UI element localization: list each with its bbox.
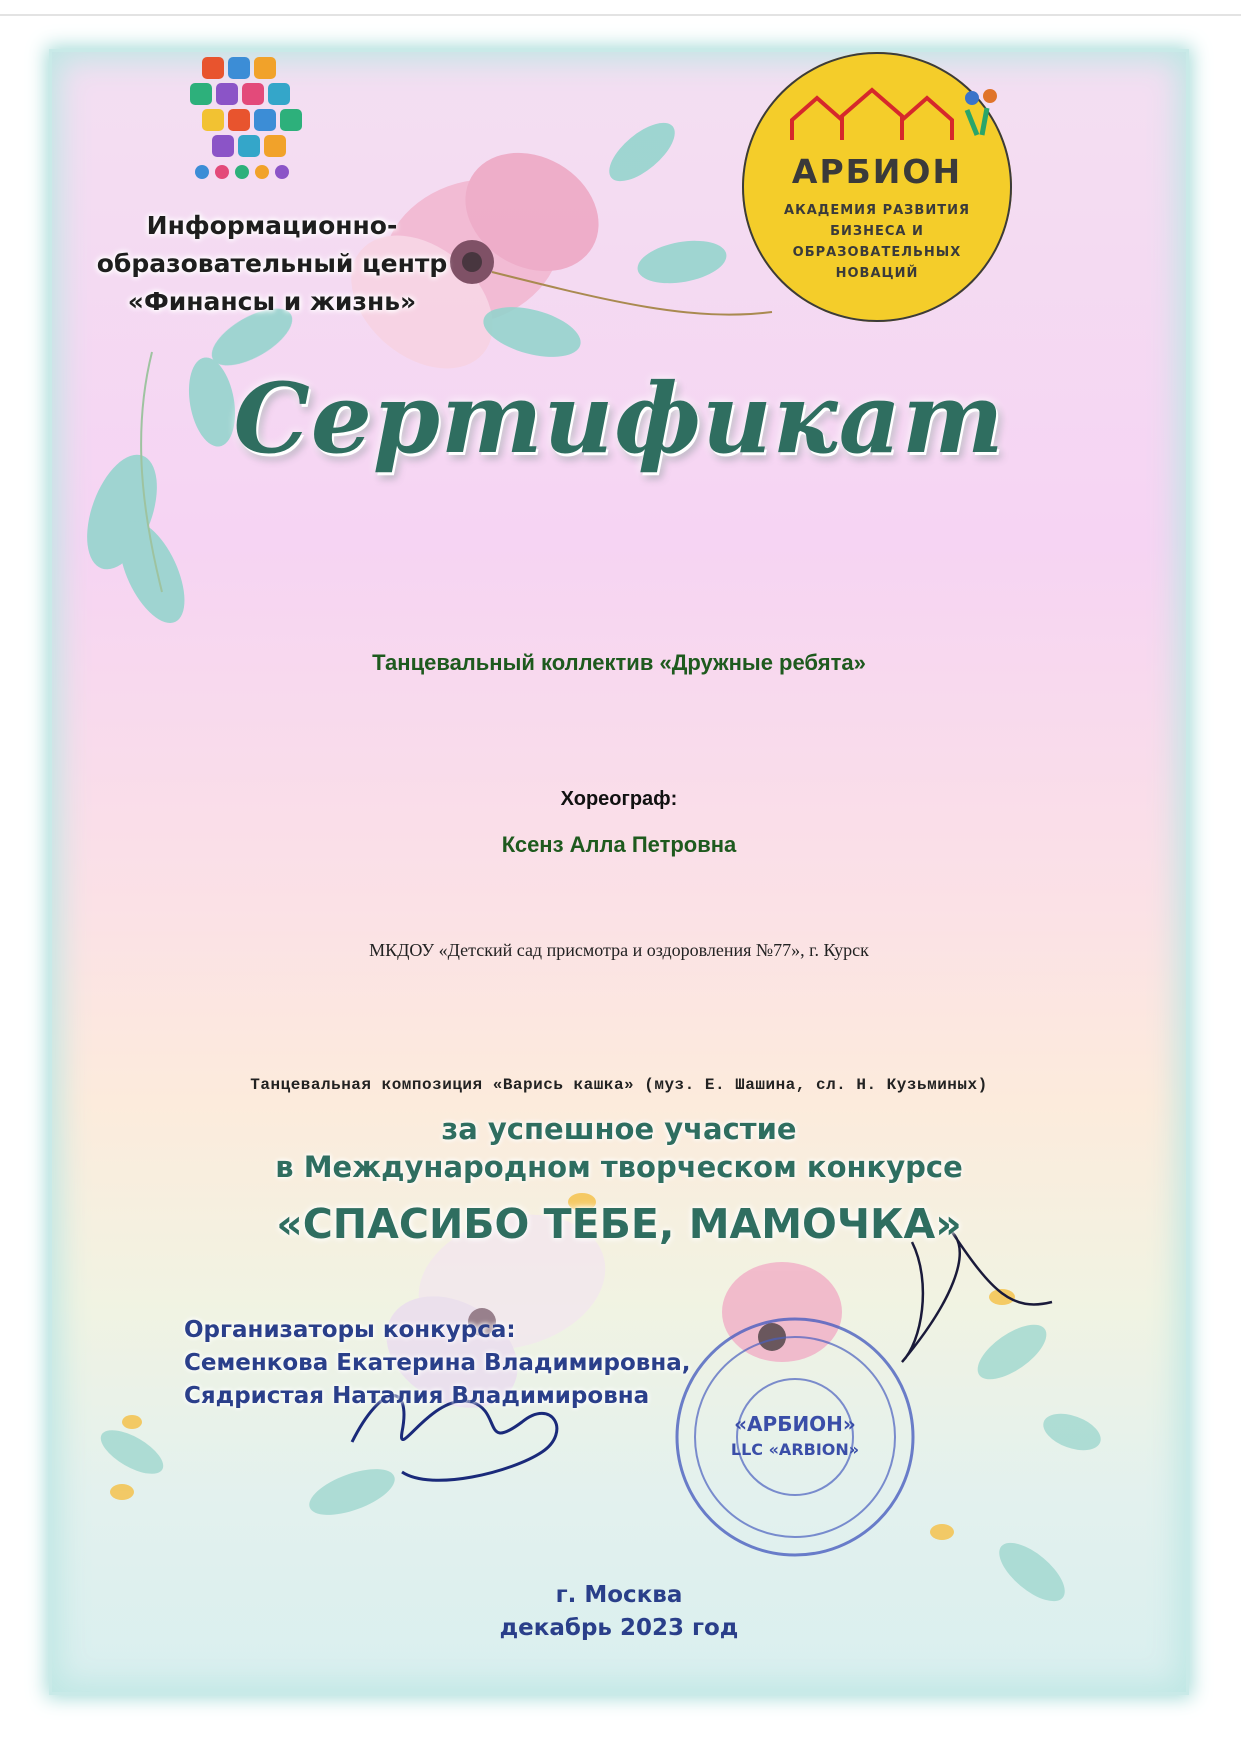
choreographer-name: Ксенз Алла Петровна [501, 832, 737, 857]
arbion-subtitle-line: НОВАЦИЙ [835, 266, 919, 281]
houses-icon [782, 80, 1012, 150]
composition-title: Танцевальная композиция «Варись кашка» (муз. Е. Шашина, сл. Н. Кузьминых) [250, 1076, 988, 1094]
stamp-text-ru: «АРБИОН» [734, 1412, 856, 1436]
organization-logo [182, 52, 312, 202]
company-stamp [670, 1312, 920, 1562]
contest-name: «СПАСИБО ТЕБЕ, МАМОЧКА» [276, 1200, 962, 1248]
organizers-label: Организаторы конкурса: [184, 1317, 516, 1343]
arbion-subtitle-line: БИЗНЕСА И [830, 224, 924, 239]
certificate-sheet [52, 52, 1186, 1692]
organization-name-line: Информационно- [146, 211, 398, 240]
city: г. Москва [555, 1582, 683, 1608]
stamp-center-text [670, 1312, 920, 1562]
recipient-name: Танцевальный коллектив «Дружные ребята» [372, 650, 866, 675]
stamp-text-en: LLC «ARBION» [730, 1440, 860, 1459]
choreographer-label: Хореограф: [560, 788, 678, 810]
award-text [52, 1110, 1186, 1186]
certificate-heading: Сертификат [233, 362, 1005, 475]
award-line: в Международном творческом конкурсе [275, 1150, 963, 1184]
arbion-subtitle-line: ОБРАЗОВАТЕЛЬНЫХ [792, 245, 962, 260]
organization-name [62, 207, 482, 321]
date: декабрь 2023 год [499, 1615, 739, 1641]
organization-name-line: «Финансы и жизнь» [127, 287, 417, 316]
organization-name-line: образовательный центр [96, 249, 448, 278]
organizer-name: Семенкова Екатерина Владимировна, [184, 1350, 691, 1376]
organizer-name: Сядристая Наталия Владимировна [184, 1383, 650, 1409]
arbion-subtitle-line: АКАДЕМИЯ РАЗВИТИЯ [784, 203, 970, 218]
arbion-logo [742, 52, 1032, 322]
place-and-date [52, 1579, 1186, 1645]
arbion-subtitle [757, 200, 997, 284]
institution-name: МКДОУ «Детский сад присмотра и оздоровления №77», г. Курск [369, 940, 869, 960]
award-line: за успешное участие [441, 1112, 797, 1146]
arbion-brand: АРБИОН [791, 152, 963, 191]
top-divider [0, 14, 1241, 16]
